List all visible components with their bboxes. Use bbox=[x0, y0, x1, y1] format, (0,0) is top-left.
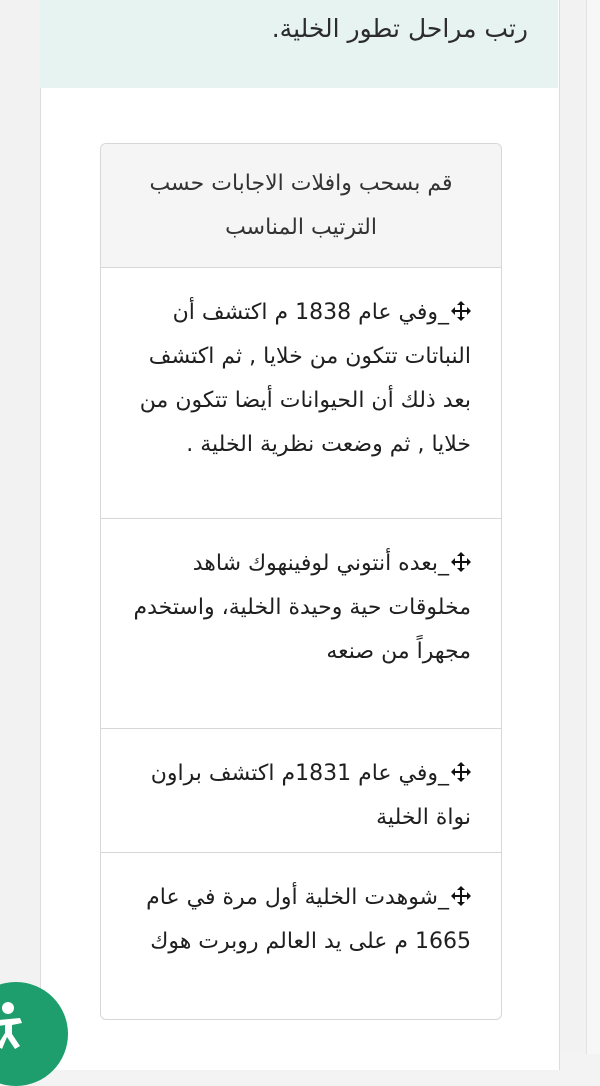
question-title: رتب مراحل تطور الخلية. bbox=[271, 14, 528, 43]
answer-prefix: _ bbox=[438, 885, 449, 910]
question-header bbox=[40, 0, 558, 88]
answer-text: شوهدت الخلية أول مرة في عام 1665 م على يد العالم روبرت هوك bbox=[146, 885, 471, 954]
move-arrows-icon[interactable] bbox=[451, 301, 471, 321]
answer-prefix: _ bbox=[438, 300, 449, 325]
draggable-answer-item[interactable] bbox=[101, 268, 501, 519]
draggable-answer-item[interactable] bbox=[101, 853, 501, 1019]
sortable-answers-list bbox=[100, 143, 502, 1020]
answer-prefix: _ bbox=[438, 761, 449, 786]
move-arrows-icon[interactable] bbox=[451, 886, 471, 906]
answer-text: بعده أنتوني لوفينهوك شاهد مخلوقات حية وحيدة الخلية، واستخدم مجهراً من صنعه bbox=[133, 551, 471, 664]
instructions-header bbox=[101, 144, 501, 268]
move-arrows-icon[interactable] bbox=[451, 762, 471, 782]
answer-prefix: _ bbox=[438, 551, 449, 576]
instructions-text: قم بسحب وافلات الاجابات حسب الترتيب المناسب bbox=[149, 170, 453, 240]
right-edge-panel bbox=[586, 0, 600, 1054]
move-arrows-icon[interactable] bbox=[451, 552, 471, 572]
answer-text: وفي عام 1831م اكتشف براون نواة الخلية bbox=[150, 761, 471, 830]
accessibility-person-icon bbox=[0, 1000, 38, 1050]
draggable-answer-item[interactable] bbox=[101, 519, 501, 729]
draggable-answer-item[interactable] bbox=[101, 729, 501, 853]
answer-text: وفي عام 1838 م اكتشف أن النباتات تتكون من خلايا , ثم اكتشف بعد ذلك أن الحيوانات أيضا تتكون من خلايا , ثم وضعت نظرية الخلية . bbox=[139, 300, 471, 457]
